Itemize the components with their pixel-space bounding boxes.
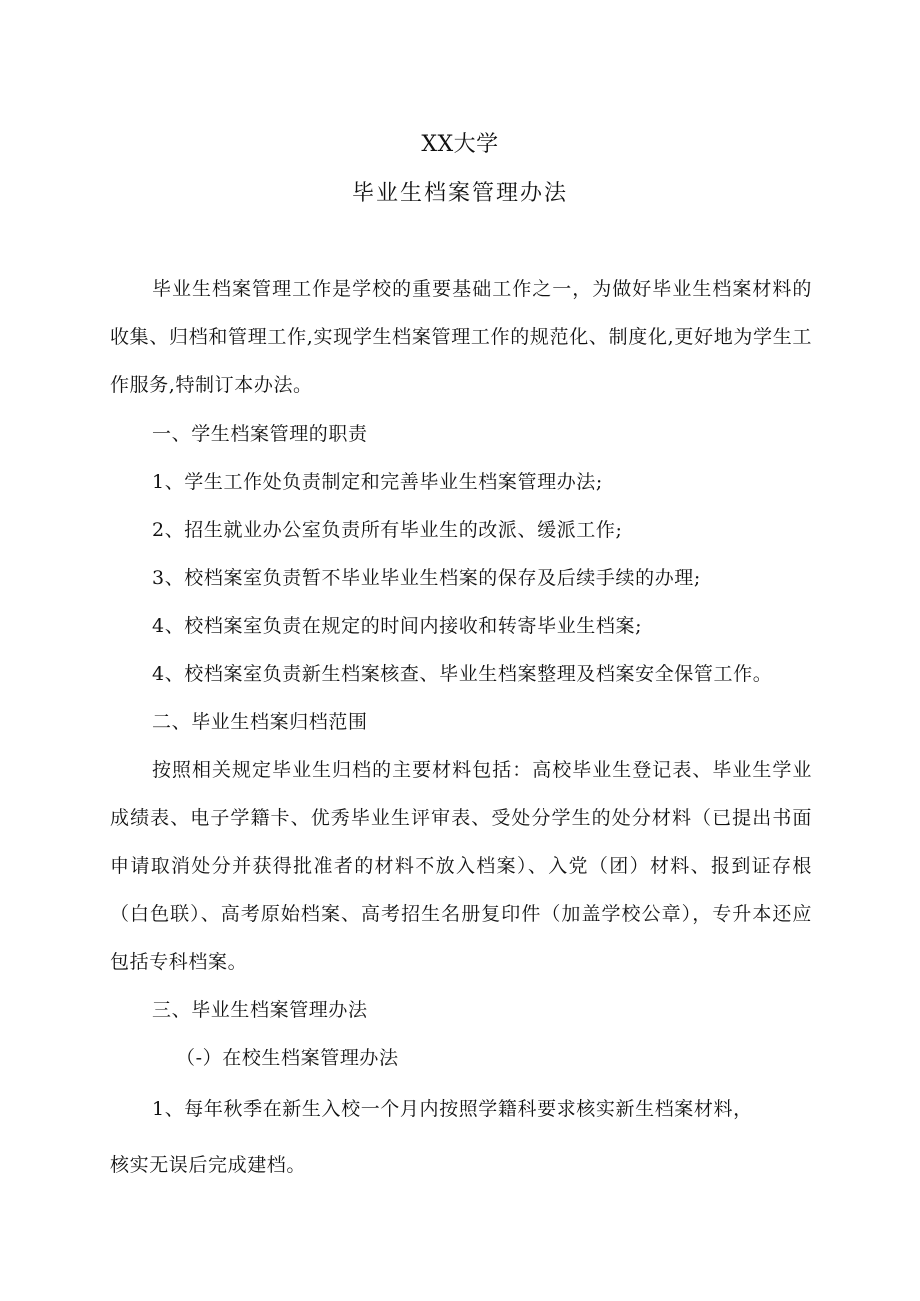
management-item-line: 1、每年秋季在新生入校一个月内按照学籍科要求核实新生档案材料， [152, 1098, 753, 1120]
document-subtitle: 毕业生档案管理办法 [351, 181, 568, 206]
document-title: XX大学 [421, 132, 499, 157]
section-heading-responsibilities: 一、学生档案管理的职责 [152, 423, 368, 445]
responsibility-item: 3、校档案室负责暂不毕业毕业生档案的保存及后续手续的办理; [152, 567, 701, 589]
section-heading-archive-scope: 二、毕业生档案归档范围 [152, 711, 368, 733]
management-item-line: 核实无误后完成建档。 [110, 1154, 307, 1176]
subsection-heading-current-students: （-）在校生档案管理办法 [176, 1047, 399, 1069]
responsibility-item: 2、招生就业办公室负责所有毕业生的改派、缓派工作; [152, 519, 623, 541]
section-heading-management-methods: 三、毕业生档案管理办法 [152, 999, 368, 1021]
archive-scope-paragraph: 按照相关规定毕业生归档的主要材料包括：高校毕业生登记表、毕业生学业成绩表、电子学籍卡、优秀毕业生评审表、受处分学生的处分材料（已提出书面申请取消处分并获得批准者的材料不放入档案）、入党（团）材料、报到证存根（白色联）、高考原始档案、高考招生名册复印件（加盖学校公章），专升本还应包括专科档案。 [110, 759, 812, 973]
responsibility-item: 4、校档案室负责在规定的时间内接收和转寄毕业生档案; [152, 615, 643, 637]
intro-paragraph: 毕业生档案管理工作是学校的重要基础工作之一，为做好毕业生档案材料的收集、归档和管理工作,实现学生档案管理工作的规范化、制度化,更好地为学生工作服务,特制订本办法。 [110, 278, 812, 396]
responsibility-item: 1、学生工作处负责制定和完善毕业生档案管理办法; [152, 471, 603, 493]
responsibility-item: 4、校档案室负责新生档案核查、毕业生档案整理及档案安全保管工作。 [152, 663, 773, 685]
